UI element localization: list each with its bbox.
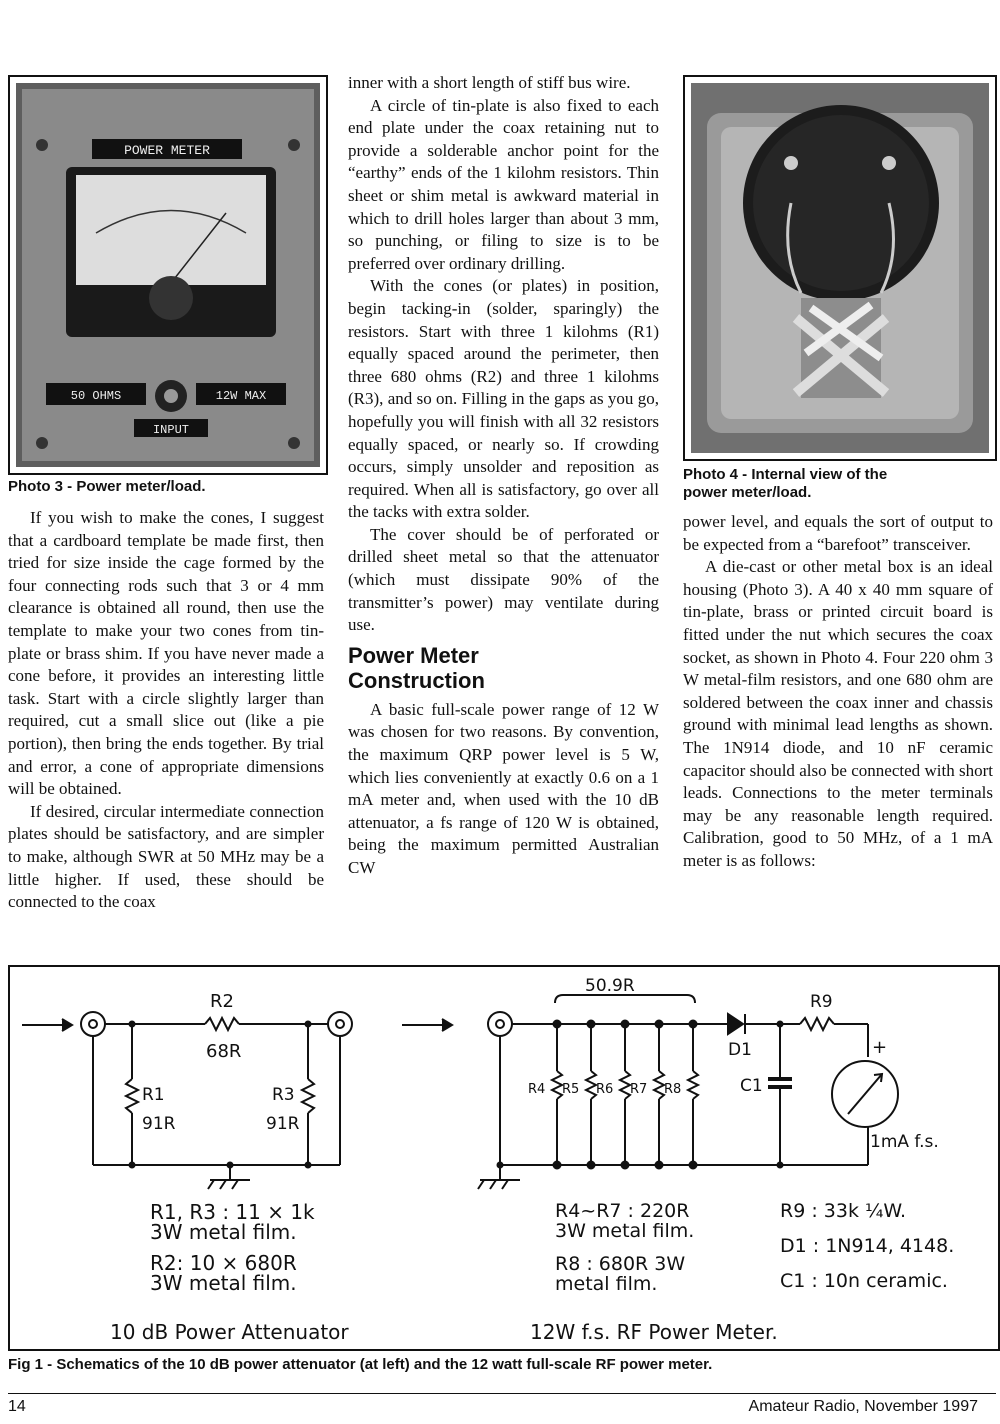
label-ohms: 50 OHMS [70, 389, 122, 403]
bracket-label: 50.9R [585, 976, 635, 996]
caption-line: Photo 4 - Internal view of the [683, 466, 888, 483]
paragraph: If desired, circular intermediate connection plates should be satisfactory, and are simpler to make, although SWR at 50 MHz may be a little higher. If used, these should be connected to the coax [8, 801, 324, 912]
junction-dot [690, 1162, 697, 1169]
meter-note-2a: R8 : 680R 3W [555, 1253, 686, 1275]
meter-note-5: C1 : 10n ceramic. [780, 1270, 948, 1292]
meter-resistor [688, 1071, 698, 1099]
paragraph: A circle of tin-plate is also fixed to each end plate under the coax retaining nut to provide a solderable anchor point for the “earthy” ends of the 1 kilohm resistors. Thin sheet or shim metal is awkward material in which to drill holes larger than about 3 mm, so punching, or filing to size is to be preferred over ordinary drilling. [348, 95, 659, 273]
r2-value: 68R [206, 1041, 242, 1062]
photo-3 [8, 75, 328, 475]
r8-label: R8 [664, 1082, 682, 1097]
r4-label: R4 [528, 1082, 546, 1097]
junction-dot [554, 1021, 561, 1028]
paragraph: With the cones (or plates) in position, begin tacking-in (solder, sparingly) the resistors. Start with three 1 kilohms (R1) equally spaced around the perimeter, then three 680 ohms (R2) and three 1 kilohms (R3), and so on. Filling in the gaps as you go, hopefully you will finish with all 32 resistors equally spaced, or nearly so. If crowding occurs, simply unsolder and reposition as required. When all is satisfactory, go over all the tacks with extra solder. [348, 276, 659, 522]
meter-resistor [620, 1071, 630, 1099]
paragraph: If you wish to make the cones, I suggest that a cardboard template be made first, then tried for size inside the cage formed by the four connecting rods such that 3 or 4 mm clearance is obtained all round, then use the template to make your two cones from tin-plate or brass shim. If you have never made a cone before, it provides an interesting little task. Start with a circle slightly larger than required, cut a small slice out (like a pie portion), then bring the ends together. By trial and error, a cone of appropriate dimensions will be obtained. [8, 508, 324, 799]
r6-label: R6 [596, 1082, 614, 1097]
figure-1-caption: Fig 1 - Schematics of the 10 dB power attenuator (at left) and the 12 watt full-scale RF power meter. [8, 1356, 713, 1373]
meter-note-1a: R4~R7 : 220R [555, 1200, 690, 1222]
meter-note-4: D1 : 1N914, 4148. [780, 1235, 955, 1257]
heading-line: Construction [348, 667, 485, 693]
meter-note-2b: metal film. [555, 1273, 658, 1295]
footer-rule [8, 1393, 996, 1394]
meter-resistor [552, 1071, 562, 1099]
r9-label: R9 [810, 992, 833, 1012]
photo-4-caption [683, 466, 887, 502]
paragraph: The cover should be of perforated or drilled sheet metal so that the attenuator (which must dissipate 90% of the transmitter’s power) may ventilate during use. [348, 524, 659, 635]
att-note-1b: 3W metal film. [150, 1220, 297, 1244]
label-max: 12W MAX [215, 389, 267, 403]
junction-dot [656, 1021, 663, 1028]
paragraph: power level, and equals the sort of output to be expected from a “barefoot” transceiver. [683, 512, 993, 554]
junction-dot [554, 1162, 561, 1169]
att-note-1a: R1, R3 : 11 × 1k [150, 1200, 315, 1224]
paragraph: inner with a short length of stiff bus wire. [348, 73, 631, 92]
r1-value: 91R [142, 1114, 176, 1134]
page-number: 14 [8, 1398, 26, 1415]
r3-value: 91R [266, 1114, 300, 1134]
figure-1 [8, 965, 1000, 1351]
schematic-diagram [10, 967, 998, 1349]
photo-4 [683, 75, 997, 461]
paragraph: A basic full-scale power range of 12 W was chosen for two reasons. By convention, the maximum QRP power level is 5 W, which lies conveniently at exactly 0.6 on a 1 mA meter and, when used with the 10 dB attenuator, a fs range of 120 W is obtained, being the maximum permitted Australian CW [348, 699, 659, 877]
section-heading [348, 643, 659, 693]
column-1 [8, 507, 324, 914]
r1-label: R1 [142, 1085, 165, 1105]
junction-dot [690, 1021, 697, 1028]
column-2 [348, 72, 659, 880]
caption-line: power meter/load. [683, 484, 812, 501]
paragraph: A die-cast or other metal box is an ideal housing (Photo 3). A 40 x 40 mm square of tin-plate, brass or printed circuit board is fitted under the nut which secures the coax socket, as shown in Photo 4. Four 220 ohm 3 W metal-film resistors, and one 680 ohm are soldered between the coax inner and chassis ground with minimal lead lengths as shown. The 1N914 diode, and 10 nF ceramic capacitor should also be connected with short leads. Connections to the meter terminals may be any reasonable length required. Calibration, good to 50 MHz, of a 1 mA meter is as follows: [683, 557, 993, 870]
photo-3-caption: Photo 3 - Power meter/load. [8, 478, 206, 495]
label-input: INPUT [152, 423, 190, 437]
internal-view-photo [691, 83, 989, 453]
heading-line: Power Meter [348, 642, 479, 668]
c1-label: C1 [740, 1076, 763, 1096]
attenuator-title: 10 dB Power Attenuator [110, 1320, 349, 1344]
column-3 [683, 511, 993, 873]
junction-dot [656, 1162, 663, 1169]
meter-plus: + [872, 1037, 888, 1058]
att-note-2a: R2: 10 × 680R [150, 1251, 297, 1275]
d1-label: D1 [728, 1040, 752, 1060]
junction-dot [622, 1021, 629, 1028]
att-note-2b: 3W metal film. [150, 1271, 297, 1295]
r3-label: R3 [272, 1085, 295, 1105]
plate-title: POWER METER [124, 143, 210, 158]
meter-resistor [586, 1071, 596, 1099]
junction-dot [588, 1021, 595, 1028]
r7-label: R7 [630, 1082, 648, 1097]
journal-name: Amateur Radio, November 1997 [748, 1398, 978, 1415]
meter-note-3: R9 : 33k ¼W. [780, 1200, 907, 1222]
meter-note-1b: 3W metal film. [555, 1220, 695, 1242]
meter-resistor [654, 1071, 664, 1099]
junction-dot [588, 1162, 595, 1169]
meter-fs-label: 1mA f.s. [870, 1132, 939, 1152]
r2-label: R2 [210, 991, 234, 1012]
meter-title: 12W f.s. RF Power Meter. [530, 1320, 778, 1344]
power-meter-photo [16, 83, 320, 467]
junction-dot [622, 1162, 629, 1169]
r5-label: R5 [562, 1082, 580, 1097]
